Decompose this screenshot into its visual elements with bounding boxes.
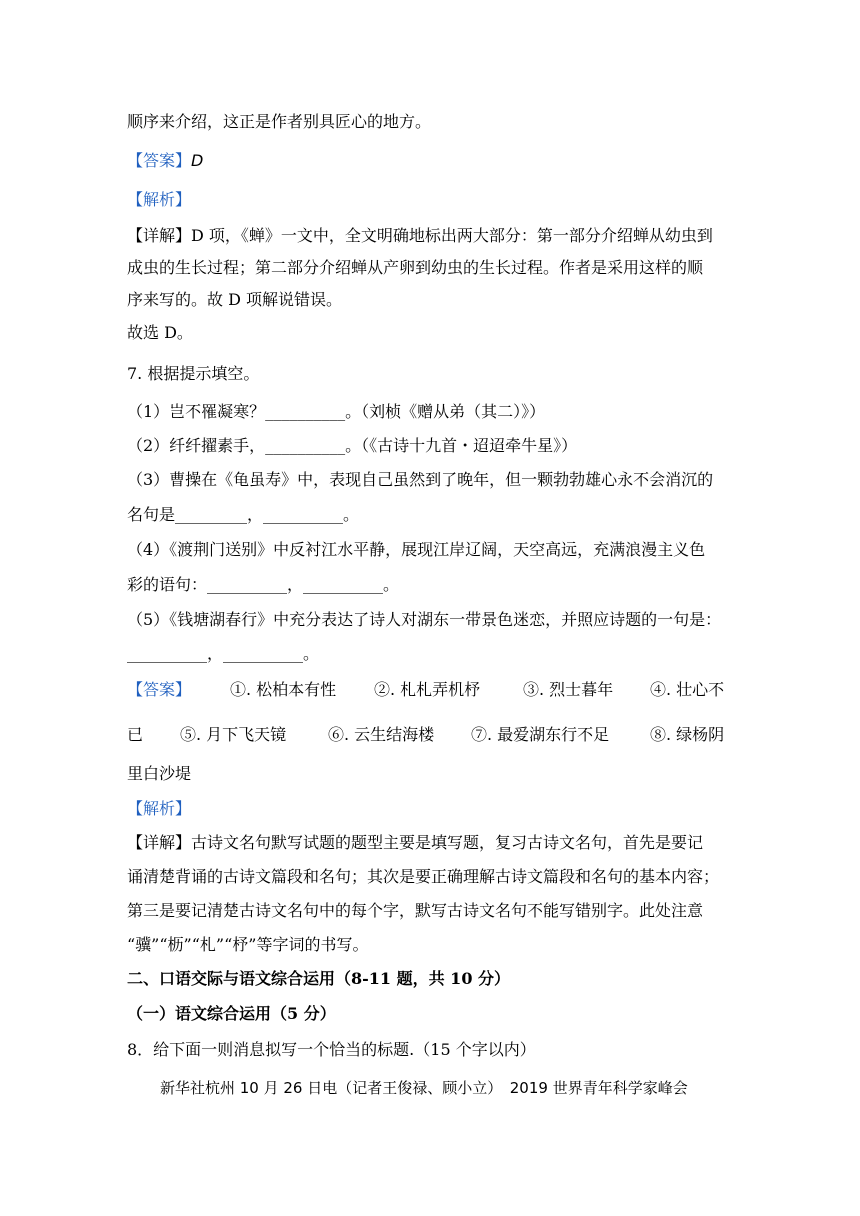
answer-item: 里白沙堤 (127, 764, 192, 783)
question-item: （2）纤纤擢素手，__________。（《古诗十九首・迢迢牵牛星》） (127, 436, 578, 455)
answer-line-6 (127, 151, 203, 171)
answer-item: ⑦. 最爱湖东行不足 (471, 725, 610, 744)
answer-item: ②. 札札弄机杼 (374, 680, 481, 699)
question-item: （1）岂不罹凝寒？__________。（刘桢《赠从弟（其二）》） (127, 402, 546, 421)
question-item: __________，__________。 (127, 644, 320, 663)
detail-line: 序来写的。故 D 项解说错误。 (127, 290, 343, 309)
answer-item: ⑧. 绿杨阴 (650, 725, 725, 744)
question-item: 彩的语句：__________，__________。 (127, 575, 400, 594)
answer-item: ①. 松柏本有性 (230, 680, 337, 699)
detail-line: 诵清楚背诵的古诗文篇段和名句；其次是要正确理解古诗文篇段和名句的基本内容； (127, 867, 720, 886)
question-title-7: 7. 根据提示填空。 (127, 364, 260, 383)
question-item: （4）《渡荆门送别》中反衬江水平静，展现江岸辽阔，天空高远，充满浪漫主义色 (127, 540, 706, 559)
answer-label: 【答案】 (127, 680, 192, 699)
section-heading: 二、口语交际与语文综合运用（8-11 题，共 10 分） (127, 969, 511, 988)
detail-line: 成虫的生长过程；第二部分介绍蝉从产卵到幼虫的生长过程。作者是采用这样的顺 (127, 258, 704, 277)
answer-item: ⑥. 云生结海楼 (328, 725, 435, 744)
answer-item: ④. 壮心不 (650, 680, 725, 699)
question-item: 名句是_________，__________。 (127, 505, 360, 524)
news-line: 新华社杭州 10 月 26 日电（记者王俊禄、顾小立） 2019 世界青年科学家峰会 (160, 1079, 688, 1097)
detail-line: 【详解】古诗文名句默写试题的题型主要是填写题，复习古诗文名句，首先是要记 (127, 833, 704, 852)
subsection-heading: （一）语文综合运用（5 分） (127, 1004, 336, 1023)
question-item: （3）曹操在《龟虽寿》中，表现自己虽然到了晚年，但一颗勃勃雄心永不会消沉的 (127, 470, 714, 489)
answer-label: 【答案】 (127, 151, 192, 170)
question-item: （5）《钱塘湖春行》中充分表达了诗人对湖东一带景色迷恋，并照应诗题的一句是： (127, 610, 722, 629)
analysis-label: 【解析】 (127, 190, 192, 209)
conclusion-line: 故选 D。 (127, 323, 193, 342)
detail-line: 【详解】D 项，《蝉》一文中，全文明确地标出两大部分：第一部分介绍蝉从幼虫到 (127, 226, 713, 245)
text-line: 顺序来介绍，这正是作者别具匠心的地方。 (127, 112, 432, 131)
answer-item: ③. 烈士暮年 (523, 680, 614, 699)
answer-item: 已 (127, 725, 144, 744)
detail-line: 第三是要记清楚古诗文名句中的每个字，默写古诗文名句不能写错别字。此处注意 (127, 901, 704, 920)
detail-line: “骥”“枥”“札”“杼”等字词的书写。 (127, 935, 369, 954)
answer-item: ⑤. 月下飞天镜 (180, 725, 287, 744)
question-title-8: 8．给下面一则消息拟写一个恰当的标题.（15 个字以内） (127, 1040, 536, 1059)
analysis-label: 【解析】 (127, 799, 192, 818)
answer-value: D (191, 151, 204, 170)
